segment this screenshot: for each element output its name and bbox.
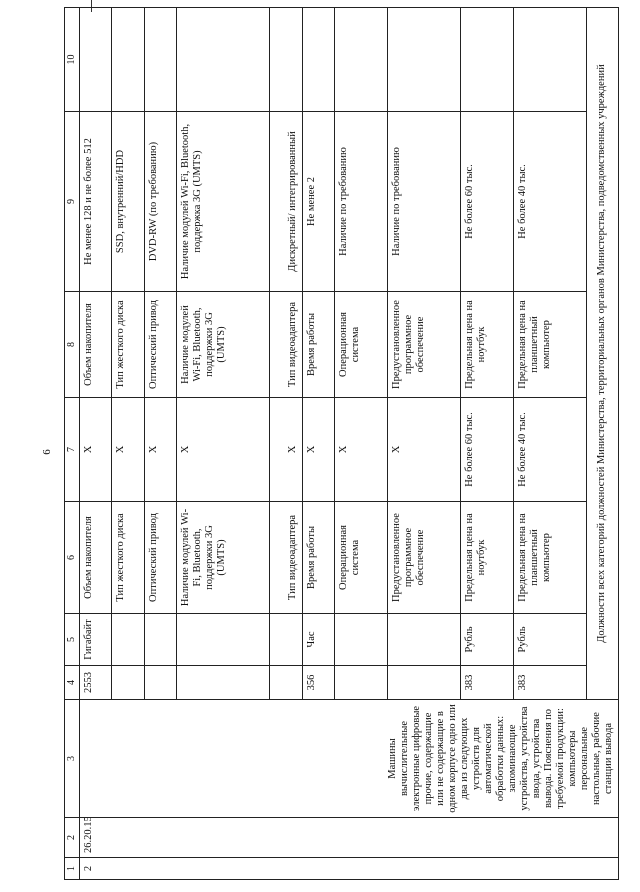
characteristic-cell: Операционная система <box>335 502 388 614</box>
characteristic-cell: Оптический привод <box>144 292 176 398</box>
value-cell: Наличие по требованию <box>335 112 388 292</box>
value-cell: Наличие модулей Wi-Fi, Bluetooth, поддержка 3G (UMTS) <box>176 112 270 292</box>
value-cell: Дискретный/ интегрированный <box>270 112 302 292</box>
okei-code-cell <box>387 666 460 700</box>
unit-cell: Рубль <box>460 614 513 666</box>
characteristic-cell: Предельная цена на планшетный компьютер <box>513 292 586 398</box>
unit-cell <box>335 614 388 666</box>
value-cell: Не более 40 тыс. <box>513 398 586 502</box>
value-cell: DVD-RW (по требованию) <box>144 112 176 292</box>
value-cell: Не менее 2 <box>302 112 334 292</box>
value-cell: Не более 40 тыс. <box>513 112 586 292</box>
value-cell: X <box>176 398 270 502</box>
unit-cell: Гигабайт <box>80 614 112 666</box>
col-num: 9 <box>65 112 80 292</box>
characteristic-cell: Наличие модулей Wi-Fi, Bluetooth, поддержки 3G (UMTS) <box>176 292 270 398</box>
unit-cell <box>176 614 270 666</box>
value-cell: SSD, внутренний/HDD <box>112 112 144 292</box>
col-num: 5 <box>65 614 80 666</box>
unit-cell: Рубль <box>513 614 586 666</box>
value-cell: Не более 60 тыс. <box>460 112 513 292</box>
empty-cell <box>144 8 176 112</box>
unit-cell <box>144 614 176 666</box>
characteristic-cell: Тип жесткого диска <box>112 292 144 398</box>
characteristic-cell: Предустановленное программное обеспечение <box>387 502 460 614</box>
value-cell: X <box>270 398 302 502</box>
okei-code-cell <box>176 666 270 700</box>
characteristic-cell: Оптический привод <box>144 502 176 614</box>
unit-cell <box>112 614 144 666</box>
page-number: 6 <box>40 449 53 455</box>
value-cell: X <box>302 398 334 502</box>
col-num: 10 <box>65 8 80 112</box>
okpd-code-cell: 26.20.15 <box>80 818 619 858</box>
okei-code-cell: 383 <box>460 666 513 700</box>
characteristic-cell: Время работы <box>302 502 334 614</box>
characteristic-cell: Тип видеоадаптера <box>270 502 302 614</box>
empty-cell <box>513 8 586 112</box>
value-cell: X <box>80 398 112 502</box>
empty-cell <box>176 8 270 112</box>
description-text: Машины вычислительные электронные цифровые прочие, содержащие или не содержащие в одном корпусе одно или два из следующих устройств для автоматической обработки данных: запоминающие устройства, устройства ввода, устройства вывода. Пояснения по требуемой продукции: компьютеры персональные настольные, рабочие станции вывода <box>387 704 614 813</box>
col-num: 2 <box>65 818 80 858</box>
characteristic-cell: Предельная цена на планшетный компьютер <box>513 502 586 614</box>
unit-cell <box>270 614 302 666</box>
characteristic-cell: Тип видеоадаптера <box>270 292 302 398</box>
characteristic-cell: Предельная цена на ноутбук <box>460 502 513 614</box>
characteristic-cell: Тип жесткого диска <box>112 502 144 614</box>
col-num: 4 <box>65 666 80 700</box>
col-num: 1 <box>65 858 80 880</box>
okei-code-cell: 383 <box>513 666 586 700</box>
empty-cell <box>387 8 460 112</box>
unit-cell <box>387 614 460 666</box>
value-cell: Не менее 128 и не более 512 <box>80 112 112 292</box>
value-cell: X <box>387 398 460 502</box>
column-number-row <box>65 8 80 880</box>
characteristic-cell: Предельная цена на ноутбук <box>460 292 513 398</box>
okei-code-cell <box>112 666 144 700</box>
col-num: 8 <box>65 292 80 398</box>
col-num: 7 <box>65 398 80 502</box>
empty-cell <box>302 8 334 112</box>
value-cell: X <box>335 398 388 502</box>
characteristics-table <box>64 7 619 880</box>
characteristic-cell: Объем накопителя <box>80 292 112 398</box>
characteristic-cell: Предустановленное программное обеспечение <box>387 292 460 398</box>
col-num: 3 <box>65 700 80 818</box>
table-row <box>80 8 112 880</box>
okei-code-cell: 356 <box>302 666 334 700</box>
row-number-cell: 2 <box>80 858 619 880</box>
okei-code-cell: 2553 <box>80 666 112 700</box>
characteristic-cell: Время работы <box>302 292 334 398</box>
footer-text-cell: Должности всех категорий должностей Министерства, территориальных органов Министерства, подведомственных учреждений <box>586 8 618 700</box>
characteristic-cell: Объем накопителя <box>80 502 112 614</box>
description-cell <box>80 700 619 818</box>
value-cell: Не более 60 тыс. <box>460 398 513 502</box>
characteristic-cell: Наличие модулей Wi-Fi, Bluetooth, поддержки 3G (UMTS) <box>176 502 270 614</box>
rotated-table-wrapper <box>64 8 619 880</box>
empty-cell <box>460 8 513 112</box>
okei-code-cell <box>270 666 302 700</box>
value-cell: X <box>144 398 176 502</box>
okei-code-cell <box>144 666 176 700</box>
empty-cell <box>270 8 302 112</box>
unit-cell: Час <box>302 614 334 666</box>
empty-cell <box>335 8 388 112</box>
value-cell: Наличие по требованию <box>387 112 460 292</box>
empty-cell <box>80 8 112 112</box>
empty-cell <box>112 8 144 112</box>
value-cell: X <box>112 398 144 502</box>
characteristic-cell: Операционная система <box>335 292 388 398</box>
okei-code-cell <box>335 666 388 700</box>
col-num: 6 <box>65 502 80 614</box>
